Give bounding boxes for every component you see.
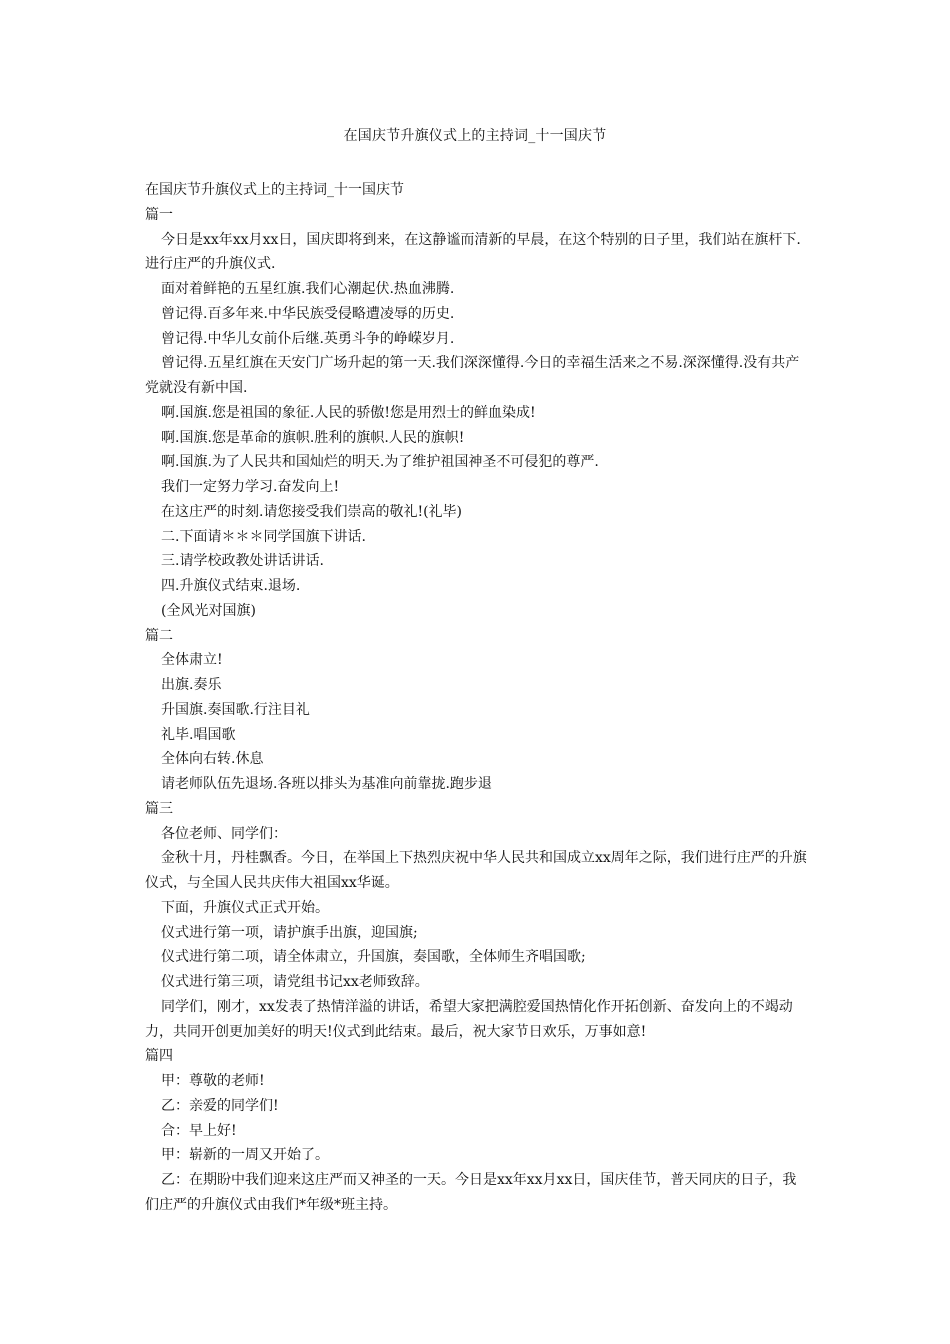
- paragraph: 我们一定努力学习.奋发向上!: [161, 479, 340, 495]
- paragraph: 请老师队伍先退场.各班以排头为基准向前靠拢.跑步退: [161, 776, 492, 792]
- paragraph: 各位老师、同学们：: [161, 825, 287, 842]
- paragraph: 三.请学校政教处讲话讲话.: [161, 553, 324, 570]
- paragraph: 甲：崭新的一周又开始了。: [161, 1147, 329, 1164]
- paragraph: 同学们，刚才，xx发表了热情洋溢的讲话，希望大家把满腔爱国热情化作开拓创新、奋发向上的不竭动力，共同开创更加美好的明天!仪式到此结束。最后，祝大家节日欢乐，万事如意!: [145, 998, 793, 1040]
- paragraph: 曾记得.百多年来.中华民族受侵略遭凌辱的历史.: [161, 305, 455, 322]
- section-heading: 篇三: [145, 800, 173, 817]
- paragraph: 礼毕.唱国歌: [161, 726, 236, 743]
- page-title: 在国庆节升旗仪式上的主持词_十一国庆节: [343, 128, 607, 144]
- paragraph: 曾记得.中华儿女前仆后继.英勇斗争的峥嵘岁月.: [161, 330, 455, 347]
- paragraph: 今日是xx年xx月xx日，国庆即将到来，在这静谧而清新的早晨，在这个特别的日子里，我们站在旗杆下.进行庄严的升旗仪式.: [145, 231, 801, 273]
- paragraph: 啊.国旗.您是祖国的象征.人民的骄傲!您是用烈士的鲜血染成!: [161, 404, 536, 421]
- paragraph: 仪式进行第一项，请护旗手出旗，迎国旗;: [161, 924, 418, 941]
- paragraph: 啊.国旗.您是革命的旗帜.胜利的旗帜.人民的旗帜!: [161, 429, 465, 446]
- section-heading: 篇四: [145, 1048, 173, 1065]
- paragraph: 全体向右转.休息: [161, 751, 264, 768]
- paragraph: 啊.国旗.为了人民共和国灿烂的明天.为了维护祖国神圣不可侵犯的尊严.: [161, 454, 599, 471]
- section-heading: 篇二: [145, 627, 173, 644]
- section-heading: 在国庆节升旗仪式上的主持词_十一国庆节: [145, 182, 404, 198]
- paragraph: 仪式进行第三项，请党组书记xx老师致辞。: [161, 974, 429, 990]
- paragraph: (全风光对国旗): [161, 602, 256, 619]
- paragraph: 合：早上好!: [161, 1122, 237, 1139]
- paragraph: 曾记得.五星红旗在天安门广场升起的第一天.我们深深懂得.今日的幸福生活来之不易.深深懂得.没有共产党就没有新中国.: [145, 355, 800, 396]
- paragraph: 金秋十月，丹桂飘香。今日，在举国上下热烈庆祝中华人民共和国成立xx周年之际，我们进行庄严的升旗仪式，与全国人民共庆伟大祖国xx华诞。: [145, 850, 807, 891]
- paragraph: 仪式进行第二项，请全体肃立，升国旗，奏国歌，全体师生齐唱国歌;: [161, 949, 586, 966]
- document-body: [145, 178, 807, 1218]
- paragraph: 甲：尊敬的老师!: [161, 1073, 265, 1089]
- paragraph: 升国旗.奏国歌.行注目礼: [161, 701, 310, 718]
- paragraph: 在这庄严的时刻.请您接受我们崇高的敬礼!(礼毕): [161, 503, 462, 520]
- paragraph: 乙：亲爱的同学们!: [161, 1097, 279, 1114]
- paragraph: 出旗.奏乐: [161, 677, 222, 693]
- paragraph: 全体肃立!: [161, 652, 223, 669]
- paragraph: 乙：在期盼中我们迎来这庄严而又神圣的一天。今日是xx年xx月xx日，国庆佳节，普天同庆的日子，我们庄严的升旗仪式由我们*年级*班主持。: [145, 1172, 797, 1213]
- paragraph: 面对着鲜艳的五星红旗.我们心潮起伏.热血沸腾.: [161, 281, 455, 297]
- paragraph: 下面，升旗仪式正式开始。: [161, 899, 329, 916]
- paragraph: 二.下面请＊＊＊同学国旗下讲话.: [161, 528, 366, 545]
- paragraph: 四.升旗仪式结束.退场.: [161, 578, 301, 594]
- section-heading: 篇一: [145, 206, 173, 223]
